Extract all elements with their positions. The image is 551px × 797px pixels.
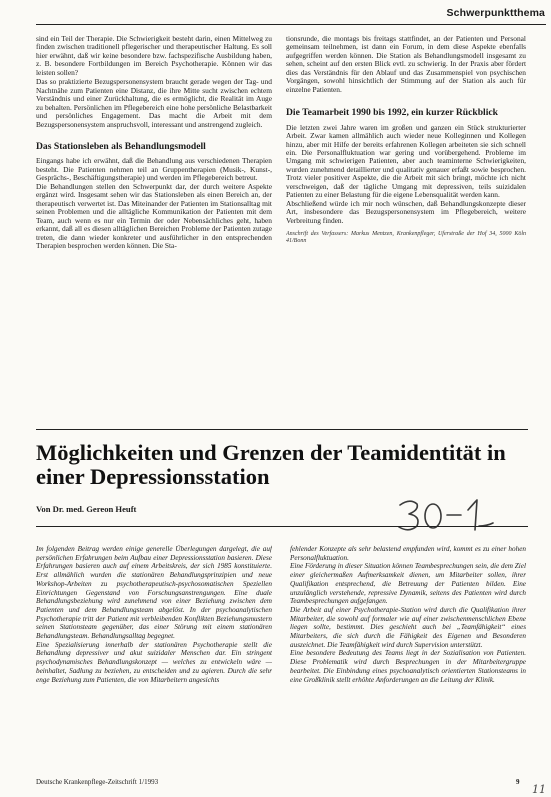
paragraph: Im folgenden Beitrag werden einige generelle Überlegungen dargelegt, die auf persönlichen Erfahrungen beim Aufbau einer Depressionsstation basieren. Diese Erfahrungen basieren auch auf einem Arbeitskreis, der sich 1985 konstituierte. Erst allmählich wurden die stationären Behandlungsprinzipien und neue Workshop-Arbeiten zu psychotherapeutisch-psychosomatischen Speziellen Einrichtungen Gegenstand von Forschungsanstrengungen. Eine duale Behandlungsbeziehung wird zunehmend von einer Beziehung zwischen dem Patienten und dem Behandlungsteam abgelöst. In der psychoanalytischen Psychotherapie tritt der Patient mit verbleibenden Konflikten Beziehungsmustern seinen Stationsteam gegenüber, das einer Störung mit einem stationären Behandlungsteam. Behandlungsalltag begegnet. [36,545,272,641]
header-rule [36,24,546,25]
paragraph: Die Behandlungen stellen den Schwerpunkt dar, der durch weitere Aspekte ergänzt wird. Insgesamt sehen wir das Stationsleben als einen Bereich an, der therapeutisch verwertet ist. Das Miteinander der Patienten im Stationsalltag mit seinen Problemen und die alltägliche Kommunikation der Patienten mit dem Team, auch wenn es nur ein Termin der oder Nebensächliches geht, haben erkannt, daß all es diesen alltäglichen Bereichen Probleme der Patienten zutage treten, die dann wieder konkreter und ausführlicher in den entsprechenden Therapien besprochen werden können. Die Sta- [36,181,272,251]
upper-left-column [36,35,272,425]
paragraph: sind ein Teil der Therapie. Die Schwierigkeit besteht darin, einen Mittelweg zu finden zwischen traditionell pflegerischer und therapeutischer Haltung. Es soll hier erwähnt, daß wir keine besondere bzw. fachspezifische Ausbildung haben, z. B. besondere Fortbildungen im Bereich Psychotherapie. Können wir das leisten sollen? [36,35,272,77]
author-address: Anschrift des Verfassers: Markus Mentzen, Krankenpfleger, Uferstraße der Hof 34, 5000 Köln 41/Bonn [286,231,526,245]
lower-left-column [36,545,272,771]
paragraph: Eine Spezialisierung innerhalb der stationären Psychotherapie stellt die Behandlung depressiver und akut suizidaler Menschen dar. Ein stringent psychodynamisches Behandlungskonzept — welches zu entwickeln wäre — beinhaltet, Sadlung zu beziehen, zu entscheiden und zu agieren. Durch die sehr enge Beziehung zum Patienten, die von Mitarbeitern angesichts [36,640,272,684]
article-byline: Von Dr. med. Gereon Heuft [36,504,137,514]
article-rule [36,526,528,527]
paragraph: tionsrunde, die montags bis freitags stattfindet, an der Patienten und Personal gemeinsam teilnehmen, ist dann ein Forum, in dem diese Aspekte ebenfalls aufgegriffen werden können. Die Station als Behandlungsmodell insgesamt zu sehen, scheint auf den ersten Blick evtl. zu schwierig. In der Praxis aber fördert dies das Verständnis für den Ablauf und das Zusammenspiel von psychischen Vorgängen, sowohl hinsichtlich der Stimmung auf der Station als auch für einzelne Patienten. [286,35,526,94]
footer-page-number: 9 [516,778,520,786]
section-heading: Die Teamarbeit 1990 bis 1992, ein kurzer Rückblick [286,107,498,119]
paragraph: Die letzten zwei Jahre waren im großen und ganzen ein Stück strukturierter Arbeit. Zwar kamen allmählich auch wieder neue Kolleginnen und Kollegen hinzu, aber mit Hilfe der bereits erfahrenen Kollegen arbeiteten sie sich schnell ein. Die Personalfluktuation war gering und vorübergehend. Probleme im Umgang mit schwierigen Patienten, aber auch teaminterne Schwierigkeiten, wurden zunehmend detaillierter und qualitativ genauer erfaßt sowie besprochen. Trotz vieler positiver Aspekte, die die Arbeit mit sich bringt, möchte ich nicht verschweigen, daß der tägliche Umgang mit depressiven, teils suizidalen Patienten zu einer Belastung für die eigene Lebensqualität werden kann. [286,122,526,200]
handwritten-note-image [395,496,505,536]
corner-handwritten-mark: 11 [532,783,546,796]
lower-right-column [290,545,526,771]
paragraph: Eine Förderung in dieser Situation können Teambesprechungen sein, die dem Ziel einer gleichermaßen Aufmerksamkeit dienen, um Mitarbeiter sollen, ihrer Qualifikation entsprechend, die Betreuung der Patienten bilden. Eine unzulänglich verstehende, repressive Dynamik, seitens des Patienten wird durch Teambesprechungen aufgefangen. [290,562,526,606]
upper-right-column [286,35,526,425]
section-divider [36,429,528,430]
paragraph: Eingangs habe ich erwähnt, daß die Behandlung aus verschiedenen Therapien besteht. Die Patienten nehmen teil an Gruppentherapien (Musik-, Kunst-, Gesprächs-, Beschäftigungstherapie) und werden im Pflegebereich betreut. [36,156,272,183]
footer-journal: Deutsche Krankenpflege-Zeitschrift 1/1993 [36,778,159,786]
running-head: Schwerpunktthema [446,7,545,19]
paragraph: Die Arbeit auf einer Psychotherapie-Station wird durch die Qualifikation ihrer Mitarbeiter, die sowohl auf formaler wie auf einer zwischenmenschlichen Ebene liegen sollte, bestimmt. Dies geschieht auch bei „Teamfähigkeit“ eines Mitarbeiters, die sich durch die Fähigkeit des Eigenen und Besonderen auszeichnet. Die Teamfähigkeit wird durch Supervision unterstützt. [290,605,526,649]
paragraph: Eine besondere Bedeutung des Teams liegt in der Sozialisation von Patienten. Diese Problematik wird durch Besprechungen in der Mitarbeitergruppe bearbeitet. Die Einbindung eines psychoanalytisch orientierten Stationsteams in eine Großklinik stellt erhöhte Anforderungen an die Leitung der Klinik. [290,649,526,684]
paragraph: fehlender Konzepte als sehr belastend empfunden wird, kommt es zu einer hohen Personalfluktuation. [290,545,526,562]
section-heading: Das Stationsleben als Behandlungsmodell [36,140,206,152]
article-title: Möglichkeiten und Grenzen der Teamidentität in einer Depressionsstation [36,440,506,489]
paragraph: Das so praktizierte Bezugspersonensystem braucht gerade wegen der Tag- und Nachtnähe zum Patienten eine Distanz, die ihre Mitte sucht zwischen echtem Verständnis und einer Zurückhaltung, die es ermöglicht, die Realität im Auge zu behalten. Persönlichen im Pflegebereich eine hohe persönliche Belastbarkeit und persönliches Engagement. Das macht die Arbeit mit dem Bezugspersonensystem anspruchsvoll, interessant und anstrengend zugleich. [36,77,272,129]
paragraph: Abschließend würde ich mir noch wünschen, daß Behandlungskonzepte dieser Art, insbesondere das Bezugspersonensystem im Pflegebereich, weitere Verbreitung finden. [286,198,526,225]
